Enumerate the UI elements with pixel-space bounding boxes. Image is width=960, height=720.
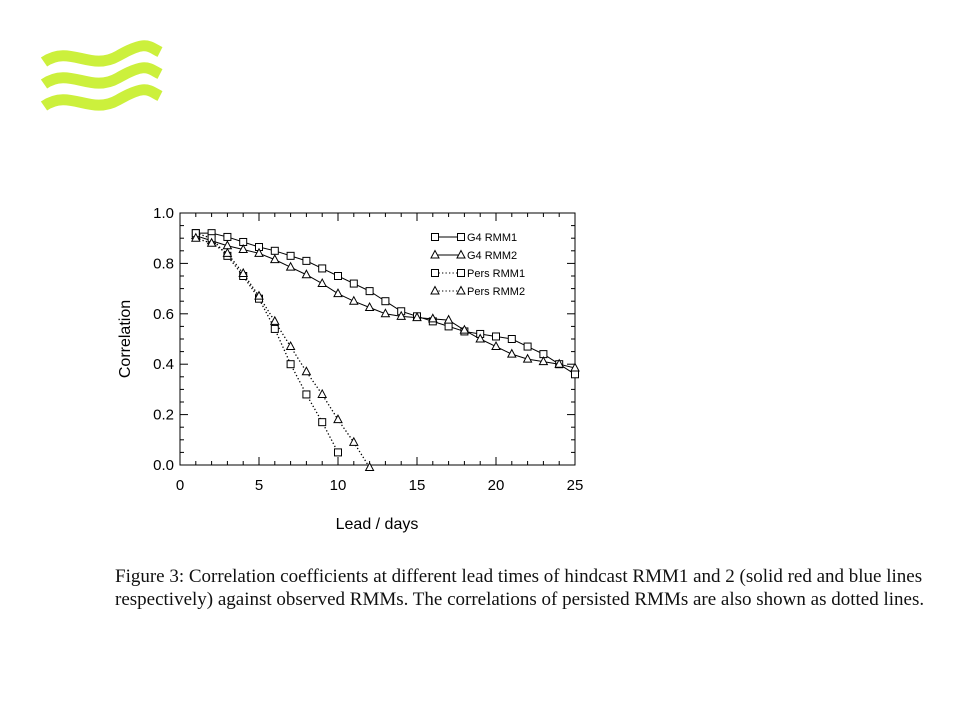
data-point [350,280,357,287]
y-tick-label: 0.8 [153,255,174,273]
x-tick-label: 0 [175,477,185,494]
y-axis-label: Correlation [117,299,134,379]
data-point [271,325,278,332]
data-point [334,289,342,297]
legend-marker [431,287,439,295]
legend-marker [458,234,465,241]
legend-label: G4 RMM2 [467,250,518,262]
logo-wave-1 [44,46,160,62]
legend-entry [432,232,518,244]
logo-wave-3 [44,90,160,106]
series-3 [192,230,341,456]
data-point [350,297,358,305]
data-point [271,247,278,254]
y-tick-label: 0.0 [153,457,174,474]
x-tick-label: 25 [566,477,584,494]
legend-marker [457,251,465,259]
x-axis-label: Lead / days [335,516,419,533]
data-point [319,265,326,272]
y-tick-label: 1.0 [153,205,174,222]
figure-caption: Figure 3: Correlation coefficients at different lead times of hindcast RMM1 and 2 (solid red and blue lines respectively) against observed RMMs. The correlations of persisted RMMs are also shown as dotted lines. [115,566,925,610]
series-1 [192,230,578,378]
x-tick-label: 5 [254,477,264,494]
series-layer [192,230,579,471]
correlation-chart [100,195,600,540]
data-point [382,298,389,305]
legend-label: Pers RMM2 [467,286,526,298]
data-point [224,233,231,240]
y-tick-labels [153,205,174,474]
data-point [350,438,358,446]
legend-marker [458,270,465,277]
series-line [196,238,370,467]
legend-entry [431,250,517,262]
data-point [508,336,515,343]
data-point [287,252,294,259]
x-tick-label: 20 [487,477,505,494]
data-point [524,343,531,350]
legend [431,232,525,298]
data-point [445,316,453,324]
logo-wave-2 [44,68,160,84]
x-tick-label: 10 [329,477,347,494]
y-tick-label: 0.2 [153,406,174,424]
data-point [318,279,326,287]
y-tick-label: 0.6 [153,305,174,323]
legend-marker [432,270,439,277]
data-point [303,391,310,398]
data-point [287,263,295,271]
y-tick-label: 0.4 [153,356,174,374]
series-4 [192,234,374,471]
data-point [287,361,294,368]
data-point [302,270,310,278]
data-point [366,288,373,295]
legend-entry [431,286,525,298]
wave-logo-icon [40,40,164,120]
data-point [303,257,310,264]
data-point [318,390,326,398]
data-point [319,419,326,426]
data-point [445,323,452,330]
data-point [572,371,579,378]
data-point [334,415,342,423]
legend-label: Pers RMM1 [467,268,526,280]
legend-label: G4 RMM1 [467,232,518,244]
legend-marker [431,251,439,259]
x-tick-labels [176,477,584,494]
legend-marker [457,287,465,295]
data-point [508,350,516,358]
legend-entry [432,268,526,280]
data-point [335,449,342,456]
data-point [492,342,500,350]
data-point [271,317,279,325]
legend-marker [432,234,439,241]
data-point [335,273,342,280]
data-point [493,333,500,340]
x-tick-label: 15 [408,477,426,494]
data-point [302,367,310,375]
